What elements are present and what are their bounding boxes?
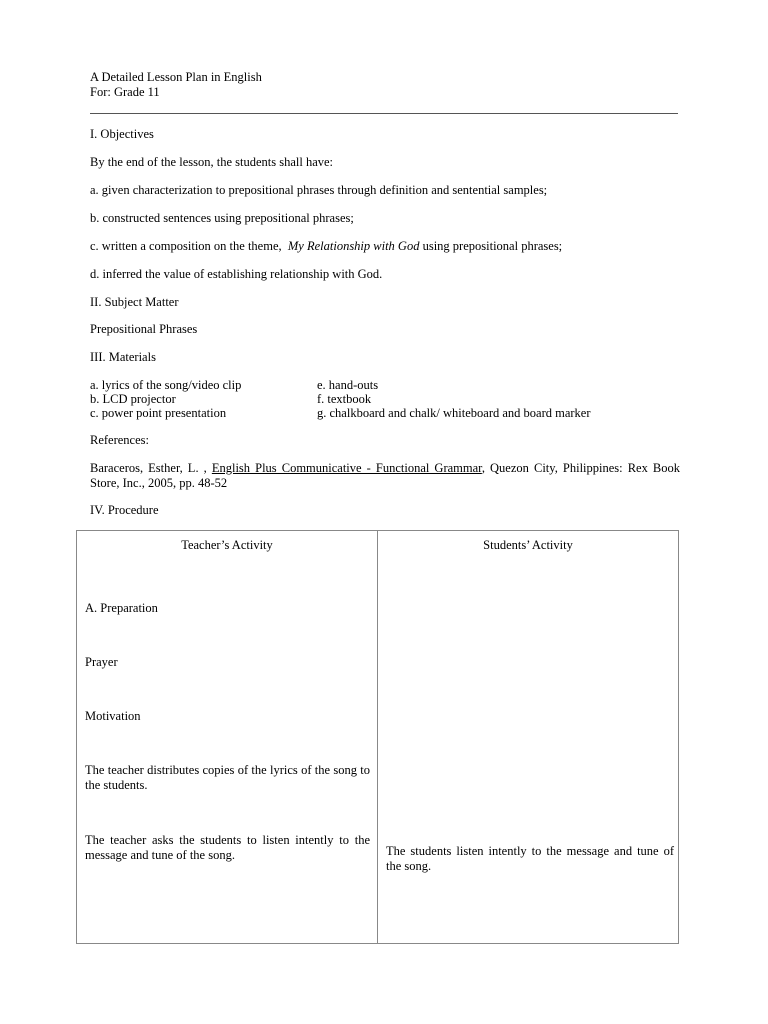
material-item: f. textbook	[317, 392, 372, 406]
subject-topic: Prepositional Phrases	[90, 322, 198, 336]
references-heading: References:	[90, 433, 149, 447]
materials-heading: III. Materials	[90, 350, 156, 364]
preparation-label: A. Preparation	[85, 601, 158, 615]
teacher-activity-text: The teacher distributes copies of the lyrics of the song to the students.	[85, 763, 370, 792]
teacher-activity-header: Teacher’s Activity	[181, 538, 273, 552]
subject-matter-heading: II. Subject Matter	[90, 295, 179, 309]
objective-d: d. inferred the value of establishing relationship with God.	[90, 267, 383, 281]
objectives-intro: By the end of the lesson, the students shall have:	[90, 155, 334, 169]
material-item: g. chalkboard and chalk/ whiteboard and board marker	[317, 406, 591, 420]
material-item: b. LCD projector	[90, 392, 176, 406]
reference-book-title: English Plus Communicative - Functional Grammar	[211, 461, 482, 475]
material-item: a. lyrics of the song/video clip	[90, 378, 242, 392]
teacher-activity-text: The teacher asks the students to listen intently to the message and tune of the song.	[85, 833, 370, 862]
document-title: A Detailed Lesson Plan in English	[90, 70, 262, 84]
material-item: e. hand-outs	[317, 378, 379, 392]
teacher-activity-column	[77, 531, 378, 944]
objective-c-prefix: c. written a composition on the theme,	[90, 239, 282, 253]
reference-entry	[90, 461, 680, 491]
objective-b: b. constructed sentences using prepositional phrases;	[90, 211, 354, 225]
procedure-heading: IV. Procedure	[90, 503, 159, 517]
objective-c-suffix: using prepositional phrases;	[422, 239, 563, 253]
grade-line: For: Grade 11	[90, 85, 160, 99]
objective-a: a. given characterization to prepositional phrases through definition and sentential samples;	[90, 183, 548, 197]
students-activity-column	[378, 531, 679, 944]
students-activity-text: The students listen intently to the message and tune of the song.	[386, 844, 674, 873]
objective-c-theme: My Relationship with God	[287, 239, 420, 253]
objective-c	[90, 239, 562, 254]
reference-author: Baraceros, Esther, L. ,	[90, 461, 207, 475]
material-item: c. power point presentation	[90, 406, 227, 420]
objectives-heading: I. Objectives	[90, 127, 154, 141]
header-divider	[90, 113, 678, 114]
reference-publisher: , Quezon City, Philippines: Rex Book Store, Inc., 2005, pp. 48-52	[90, 461, 680, 490]
procedure-table	[76, 530, 679, 944]
students-activity-header: Students’ Activity	[483, 538, 573, 552]
motivation-label: Motivation	[85, 709, 141, 723]
prayer-label: Prayer	[85, 655, 118, 669]
